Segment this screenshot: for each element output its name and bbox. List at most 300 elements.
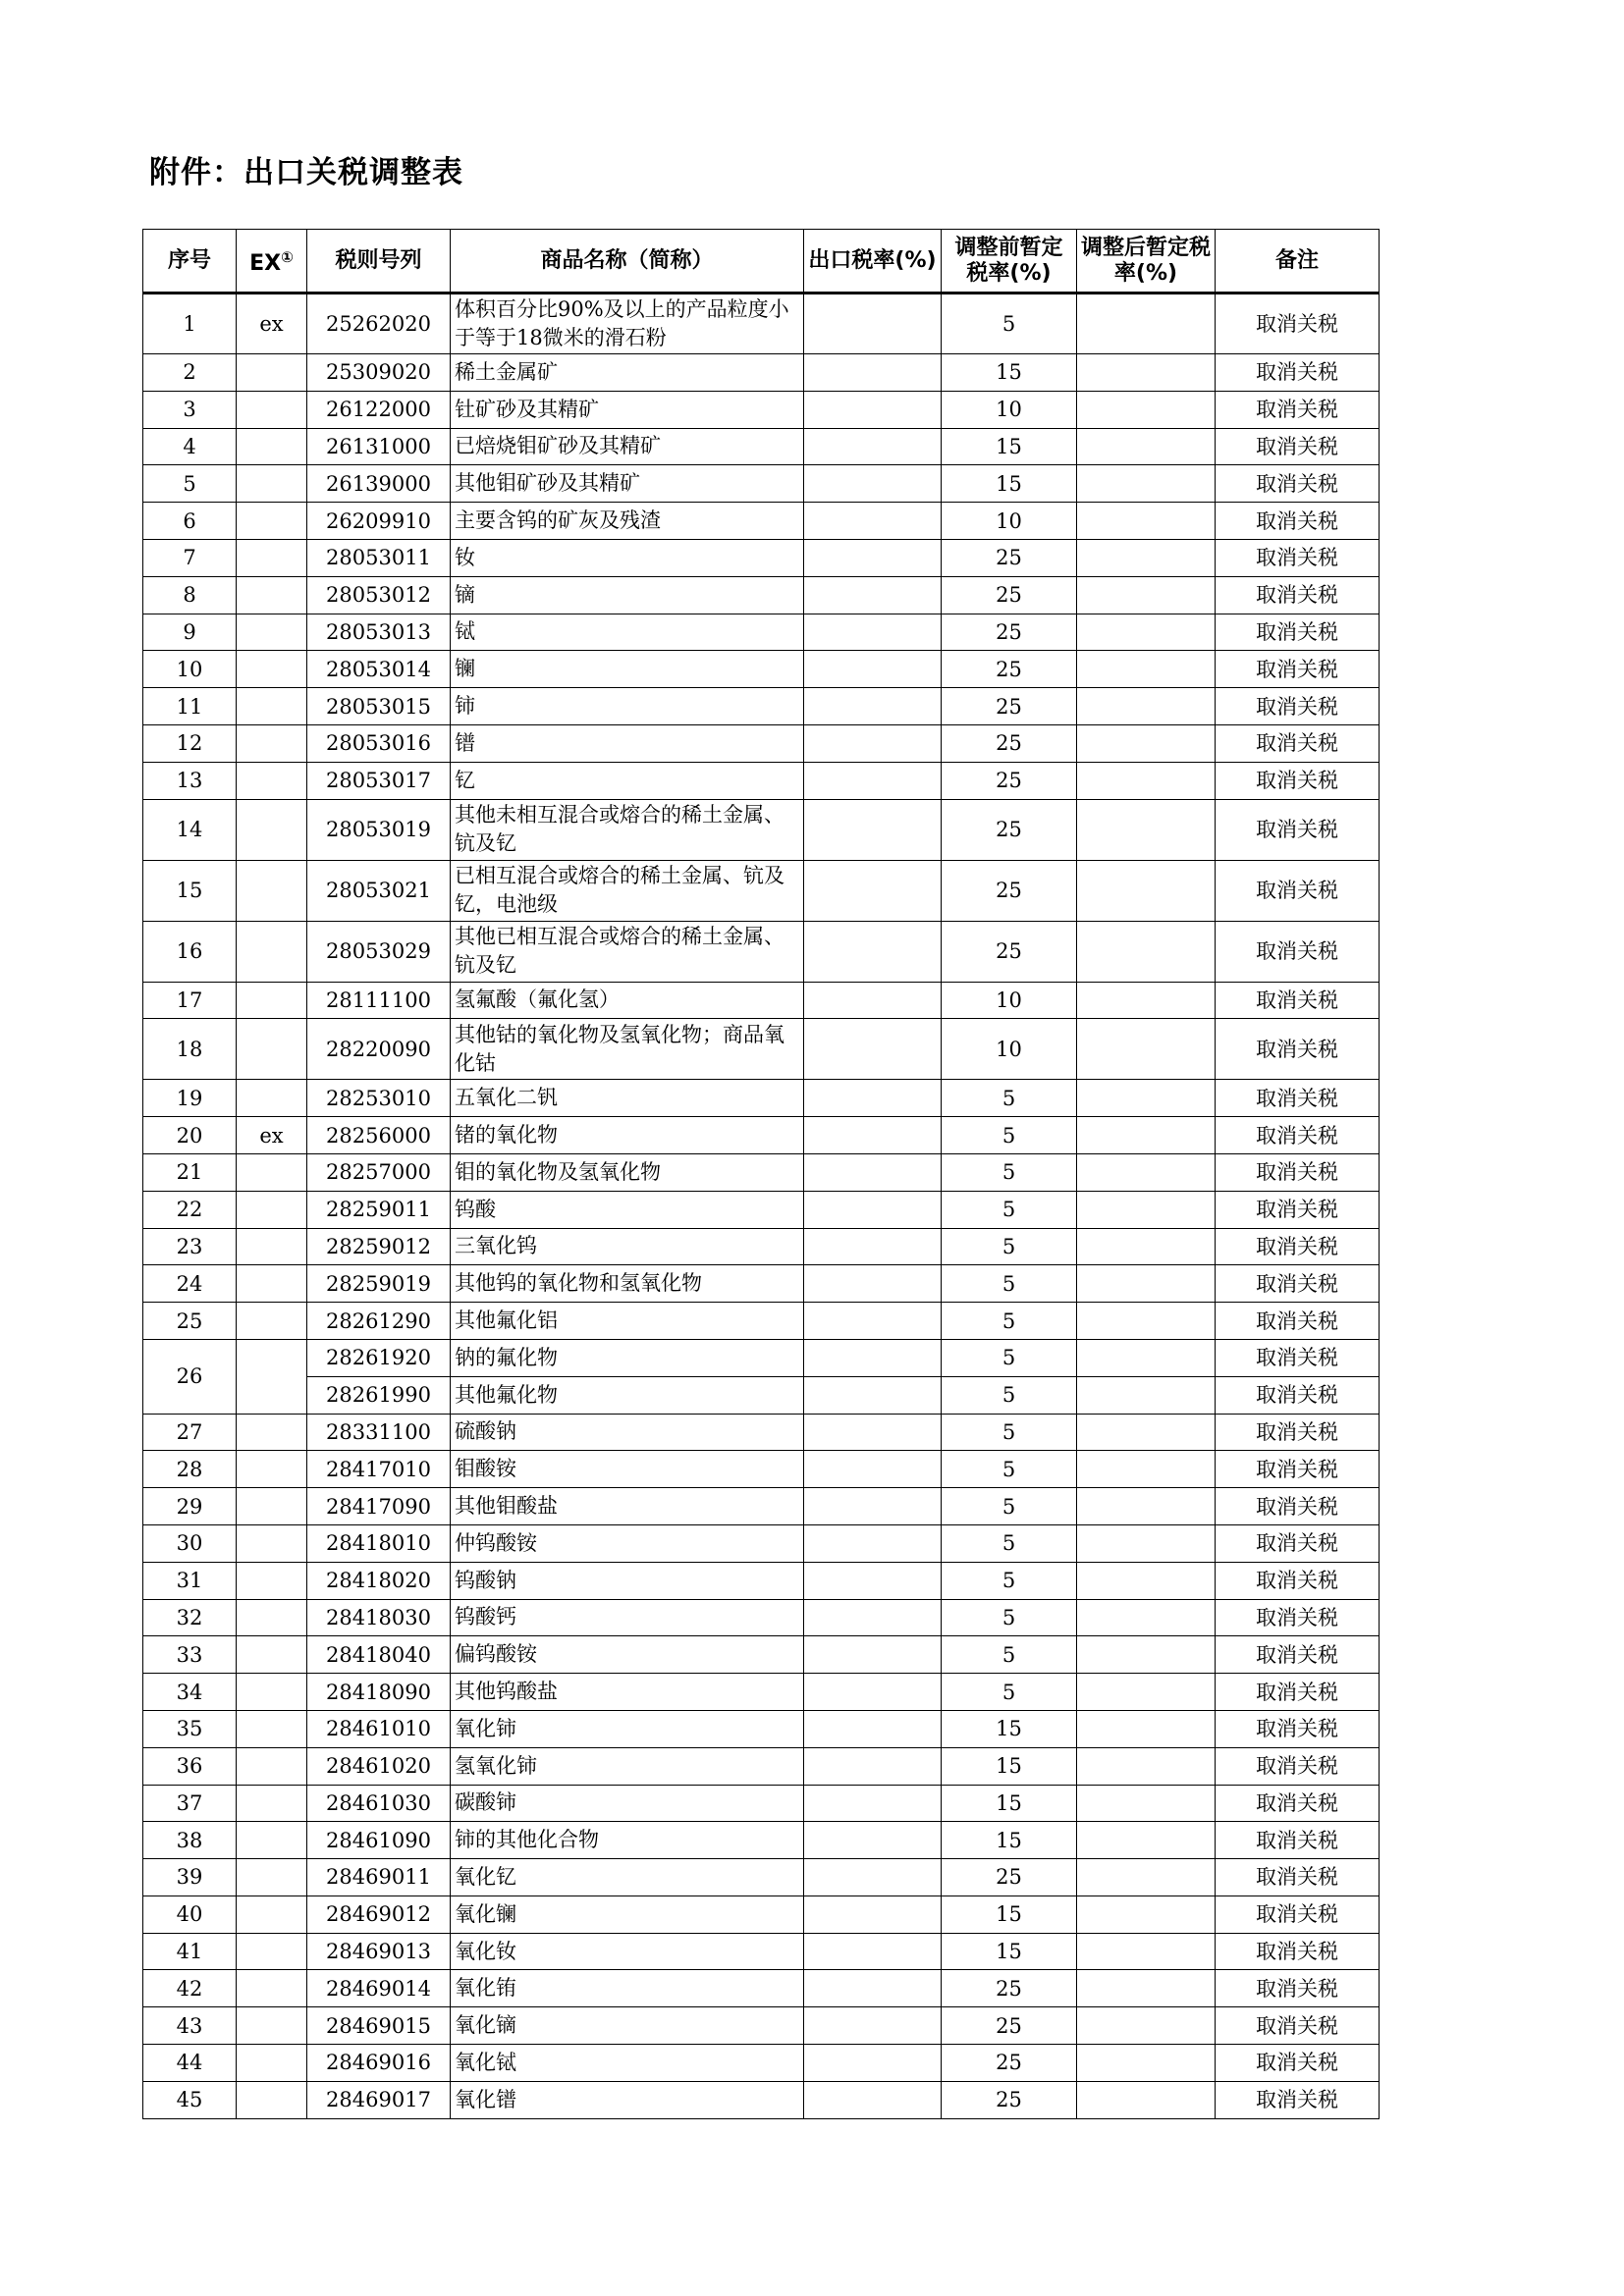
cell-after-rate xyxy=(1077,2081,1216,2118)
table-row xyxy=(143,860,1380,921)
cell-seq: 11 xyxy=(143,688,237,725)
cell-seq: 17 xyxy=(143,982,237,1019)
cell-ex xyxy=(237,539,307,576)
cell-name: 其他未相互混合或熔合的稀土金属、钪及钇 xyxy=(451,799,804,860)
cell-before-rate: 5 xyxy=(942,1451,1077,1488)
cell-code: 28053013 xyxy=(307,614,451,651)
table-row xyxy=(143,1080,1380,1117)
cell-seq: 29 xyxy=(143,1488,237,1525)
table-row xyxy=(143,1524,1380,1562)
cell-seq: 39 xyxy=(143,1859,237,1896)
cell-ex xyxy=(237,2081,307,2118)
header-row xyxy=(143,230,1380,294)
cell-export-rate xyxy=(804,1859,942,1896)
cell-before-rate: 5 xyxy=(942,1636,1077,1674)
cell-ex xyxy=(237,1636,307,1674)
cell-after-rate xyxy=(1077,651,1216,688)
cell-export-rate xyxy=(804,921,942,982)
cell-code: 28259019 xyxy=(307,1265,451,1303)
cell-ex xyxy=(237,2007,307,2045)
cell-ex xyxy=(237,1153,307,1191)
cell-after-rate xyxy=(1077,1303,1216,1340)
cell-export-rate xyxy=(804,503,942,540)
cell-before-rate: 25 xyxy=(942,724,1077,762)
cell-code: 28053016 xyxy=(307,724,451,762)
cell-name: 镨 xyxy=(451,724,804,762)
table-row xyxy=(143,503,1380,540)
table-row xyxy=(143,982,1380,1019)
cell-ex: ex xyxy=(237,294,307,354)
cell-ex xyxy=(237,503,307,540)
cell-name: 钨酸钠 xyxy=(451,1562,804,1599)
cell-after-rate xyxy=(1077,354,1216,392)
cell-remark: 取消关税 xyxy=(1216,1710,1380,1747)
cell-ex xyxy=(237,1674,307,1711)
cell-name: 已相互混合或熔合的稀土金属、钪及钇，电池级 xyxy=(451,860,804,921)
cell-seq: 4 xyxy=(143,428,237,465)
header-ex-footnote: ① xyxy=(281,248,294,266)
cell-before-rate: 5 xyxy=(942,1153,1077,1191)
cell-after-rate xyxy=(1077,1785,1216,1822)
cell-code: 28261920 xyxy=(307,1339,451,1376)
cell-seq: 42 xyxy=(143,1970,237,2007)
cell-export-rate xyxy=(804,1562,942,1599)
cell-seq: 40 xyxy=(143,1896,237,1933)
cell-after-rate xyxy=(1077,294,1216,354)
cell-code: 28418010 xyxy=(307,1524,451,1562)
cell-before-rate: 25 xyxy=(942,1859,1077,1896)
cell-code: 28418090 xyxy=(307,1674,451,1711)
cell-after-rate xyxy=(1077,614,1216,651)
cell-seq: 24 xyxy=(143,1265,237,1303)
cell-ex xyxy=(237,1339,307,1414)
cell-code: 28469014 xyxy=(307,1970,451,2007)
cell-after-rate xyxy=(1077,428,1216,465)
cell-code: 28418020 xyxy=(307,1562,451,1599)
cell-after-rate xyxy=(1077,1859,1216,1896)
cell-name: 碳酸铈 xyxy=(451,1785,804,1822)
cell-code: 28053012 xyxy=(307,576,451,614)
table-row xyxy=(143,1747,1380,1785)
table-row xyxy=(143,1019,1380,1080)
table-row xyxy=(143,1153,1380,1191)
cell-remark: 取消关税 xyxy=(1216,1303,1380,1340)
cell-remark: 取消关税 xyxy=(1216,1265,1380,1303)
cell-before-rate: 5 xyxy=(942,1228,1077,1265)
cell-ex xyxy=(237,1524,307,1562)
cell-seq: 44 xyxy=(143,2045,237,2082)
cell-seq: 33 xyxy=(143,1636,237,1674)
cell-name: 钇 xyxy=(451,762,804,799)
cell-ex xyxy=(237,1859,307,1896)
cell-ex xyxy=(237,1970,307,2007)
cell-after-rate xyxy=(1077,1636,1216,1674)
cell-ex xyxy=(237,860,307,921)
cell-export-rate xyxy=(804,1488,942,1525)
cell-name: 稀土金属矿 xyxy=(451,354,804,392)
cell-remark: 取消关税 xyxy=(1216,1153,1380,1191)
cell-code: 26131000 xyxy=(307,428,451,465)
cell-ex xyxy=(237,1080,307,1117)
cell-remark: 取消关税 xyxy=(1216,1822,1380,1859)
cell-before-rate: 15 xyxy=(942,1896,1077,1933)
cell-seq: 19 xyxy=(143,1080,237,1117)
cell-ex xyxy=(237,1933,307,1970)
cell-ex xyxy=(237,1488,307,1525)
cell-code: 28461090 xyxy=(307,1822,451,1859)
cell-seq: 27 xyxy=(143,1414,237,1451)
cell-ex xyxy=(237,1822,307,1859)
cell-after-rate xyxy=(1077,1747,1216,1785)
cell-name: 体积百分比90%及以上的产品粒度小于等于18微米的滑石粉 xyxy=(451,294,804,354)
header-before-rate: 调整前暂定税率(%) xyxy=(942,230,1077,294)
table-row xyxy=(143,1785,1380,1822)
cell-seq: 20 xyxy=(143,1117,237,1154)
cell-before-rate: 25 xyxy=(942,539,1077,576)
table-body xyxy=(143,294,1380,2119)
cell-after-rate xyxy=(1077,1228,1216,1265)
cell-export-rate xyxy=(804,1747,942,1785)
cell-remark: 取消关税 xyxy=(1216,1117,1380,1154)
cell-name: 钼的氧化物及氢氧化物 xyxy=(451,1153,804,1191)
header-code: 税则号列 xyxy=(307,230,451,294)
cell-code: 28053021 xyxy=(307,860,451,921)
cell-name: 铽 xyxy=(451,614,804,651)
cell-before-rate: 5 xyxy=(942,1303,1077,1340)
cell-export-rate xyxy=(804,1153,942,1191)
cell-after-rate xyxy=(1077,2007,1216,2045)
cell-name: 三氧化钨 xyxy=(451,1228,804,1265)
table-row xyxy=(143,2081,1380,2118)
cell-before-rate: 5 xyxy=(942,1524,1077,1562)
cell-code: 28469013 xyxy=(307,1933,451,1970)
cell-remark: 取消关税 xyxy=(1216,1414,1380,1451)
cell-code: 28053029 xyxy=(307,921,451,982)
cell-ex xyxy=(237,1265,307,1303)
cell-after-rate xyxy=(1077,1822,1216,1859)
cell-before-rate: 15 xyxy=(942,428,1077,465)
header-name: 商品名称（简称） xyxy=(451,230,804,294)
cell-seq: 15 xyxy=(143,860,237,921)
cell-remark: 取消关税 xyxy=(1216,1785,1380,1822)
cell-ex xyxy=(237,1785,307,1822)
cell-remark: 取消关税 xyxy=(1216,465,1380,503)
cell-ex xyxy=(237,1710,307,1747)
cell-after-rate xyxy=(1077,1488,1216,1525)
cell-before-rate: 25 xyxy=(942,762,1077,799)
cell-export-rate xyxy=(804,294,942,354)
cell-seq: 1 xyxy=(143,294,237,354)
cell-remark: 取消关税 xyxy=(1216,724,1380,762)
cell-export-rate xyxy=(804,1376,942,1414)
cell-before-rate: 15 xyxy=(942,465,1077,503)
cell-export-rate xyxy=(804,1414,942,1451)
cell-name: 氧化铕 xyxy=(451,1970,804,2007)
cell-export-rate xyxy=(804,1080,942,1117)
cell-name: 镝 xyxy=(451,576,804,614)
cell-ex xyxy=(237,354,307,392)
cell-after-rate xyxy=(1077,1153,1216,1191)
cell-code: 28418040 xyxy=(307,1636,451,1674)
table-row xyxy=(143,1228,1380,1265)
cell-code: 28417090 xyxy=(307,1488,451,1525)
cell-code: 28469016 xyxy=(307,2045,451,2082)
cell-name: 氧化钕 xyxy=(451,1933,804,1970)
table-row xyxy=(143,1674,1380,1711)
cell-seq: 25 xyxy=(143,1303,237,1340)
table-row xyxy=(143,576,1380,614)
cell-seq: 12 xyxy=(143,724,237,762)
cell-seq: 34 xyxy=(143,1674,237,1711)
cell-export-rate xyxy=(804,2045,942,2082)
cell-seq: 43 xyxy=(143,2007,237,2045)
cell-after-rate xyxy=(1077,1599,1216,1636)
cell-code: 28461030 xyxy=(307,1785,451,1822)
cell-seq: 21 xyxy=(143,1153,237,1191)
cell-export-rate xyxy=(804,651,942,688)
cell-code: 28259011 xyxy=(307,1191,451,1228)
cell-before-rate: 15 xyxy=(942,354,1077,392)
cell-seq: 14 xyxy=(143,799,237,860)
cell-ex xyxy=(237,1451,307,1488)
cell-export-rate xyxy=(804,576,942,614)
cell-export-rate xyxy=(804,1896,942,1933)
table-row xyxy=(143,1859,1380,1896)
cell-after-rate xyxy=(1077,1710,1216,1747)
cell-export-rate xyxy=(804,1933,942,1970)
cell-after-rate xyxy=(1077,921,1216,982)
cell-remark: 取消关税 xyxy=(1216,428,1380,465)
cell-export-rate xyxy=(804,1822,942,1859)
table-row xyxy=(143,1599,1380,1636)
cell-seq: 13 xyxy=(143,762,237,799)
cell-after-rate xyxy=(1077,1451,1216,1488)
cell-name: 氢氧化铈 xyxy=(451,1747,804,1785)
cell-code: 26209910 xyxy=(307,503,451,540)
cell-after-rate xyxy=(1077,1970,1216,2007)
header-ex xyxy=(237,230,307,294)
cell-seq: 37 xyxy=(143,1785,237,1822)
cell-before-rate: 5 xyxy=(942,1414,1077,1451)
cell-name: 氧化钇 xyxy=(451,1859,804,1896)
cell-ex xyxy=(237,799,307,860)
cell-before-rate: 10 xyxy=(942,1019,1077,1080)
cell-seq: 35 xyxy=(143,1710,237,1747)
cell-code: 28331100 xyxy=(307,1414,451,1451)
cell-before-rate: 25 xyxy=(942,1970,1077,2007)
cell-export-rate xyxy=(804,1524,942,1562)
table-row xyxy=(143,1562,1380,1599)
cell-remark: 取消关税 xyxy=(1216,1228,1380,1265)
cell-before-rate: 15 xyxy=(942,1747,1077,1785)
cell-before-rate: 5 xyxy=(942,1674,1077,1711)
cell-before-rate: 25 xyxy=(942,2007,1077,2045)
cell-ex xyxy=(237,465,307,503)
table-row xyxy=(143,1636,1380,1674)
cell-after-rate xyxy=(1077,539,1216,576)
cell-ex xyxy=(237,1599,307,1636)
cell-after-rate xyxy=(1077,982,1216,1019)
cell-after-rate xyxy=(1077,799,1216,860)
cell-before-rate: 5 xyxy=(942,1117,1077,1154)
cell-seq: 38 xyxy=(143,1822,237,1859)
cell-remark: 取消关税 xyxy=(1216,2081,1380,2118)
table-row xyxy=(143,1265,1380,1303)
cell-export-rate xyxy=(804,1191,942,1228)
cell-code: 28469012 xyxy=(307,1896,451,1933)
cell-export-rate xyxy=(804,1710,942,1747)
cell-code: 28461020 xyxy=(307,1747,451,1785)
table-row xyxy=(143,1488,1380,1525)
cell-before-rate: 15 xyxy=(942,1710,1077,1747)
table-row xyxy=(143,1822,1380,1859)
cell-name: 其他钴的氧化物及氢氧化物；商品氧化钴 xyxy=(451,1019,804,1080)
cell-name: 锗的氧化物 xyxy=(451,1117,804,1154)
cell-export-rate xyxy=(804,2081,942,2118)
cell-code: 28417010 xyxy=(307,1451,451,1488)
cell-seq: 23 xyxy=(143,1228,237,1265)
cell-before-rate: 10 xyxy=(942,391,1077,428)
cell-seq: 31 xyxy=(143,1562,237,1599)
cell-before-rate: 25 xyxy=(942,860,1077,921)
cell-code: 28469015 xyxy=(307,2007,451,2045)
cell-before-rate: 5 xyxy=(942,1080,1077,1117)
cell-remark: 取消关税 xyxy=(1216,921,1380,982)
cell-before-rate: 5 xyxy=(942,1265,1077,1303)
header-export-rate: 出口税率(%) xyxy=(804,230,942,294)
cell-ex xyxy=(237,2045,307,2082)
cell-name: 其他钼矿砂及其精矿 xyxy=(451,465,804,503)
cell-code: 28053019 xyxy=(307,799,451,860)
cell-name: 铈的其他化合物 xyxy=(451,1822,804,1859)
cell-before-rate: 5 xyxy=(942,1599,1077,1636)
cell-after-rate xyxy=(1077,1080,1216,1117)
cell-code: 26139000 xyxy=(307,465,451,503)
cell-export-rate xyxy=(804,1970,942,2007)
cell-name: 铈 xyxy=(451,688,804,725)
cell-after-rate xyxy=(1077,724,1216,762)
cell-name: 氧化镧 xyxy=(451,1896,804,1933)
cell-before-rate: 5 xyxy=(942,1376,1077,1414)
cell-ex xyxy=(237,391,307,428)
cell-name: 其他钼酸盐 xyxy=(451,1488,804,1525)
table-row xyxy=(143,1303,1380,1340)
cell-name: 钼酸铵 xyxy=(451,1451,804,1488)
cell-export-rate xyxy=(804,614,942,651)
tariff-table xyxy=(142,229,1380,2119)
cell-code: 25309020 xyxy=(307,354,451,392)
cell-code: 28418030 xyxy=(307,1599,451,1636)
cell-ex xyxy=(237,576,307,614)
cell-before-rate: 5 xyxy=(942,294,1077,354)
cell-before-rate: 25 xyxy=(942,614,1077,651)
cell-ex xyxy=(237,1414,307,1451)
cell-remark: 取消关税 xyxy=(1216,860,1380,921)
cell-seq: 28 xyxy=(143,1451,237,1488)
table-row xyxy=(143,2007,1380,2045)
cell-name: 其他氟化物 xyxy=(451,1376,804,1414)
cell-seq: 6 xyxy=(143,503,237,540)
table-row xyxy=(143,428,1380,465)
cell-export-rate xyxy=(804,1451,942,1488)
cell-remark: 取消关税 xyxy=(1216,1896,1380,1933)
header-after-rate: 调整后暂定税率(%) xyxy=(1077,230,1216,294)
cell-remark: 取消关税 xyxy=(1216,651,1380,688)
table-row xyxy=(143,762,1380,799)
cell-code: 28259012 xyxy=(307,1228,451,1265)
cell-seq: 32 xyxy=(143,1599,237,1636)
cell-remark: 取消关税 xyxy=(1216,1019,1380,1080)
cell-before-rate: 25 xyxy=(942,799,1077,860)
table-row xyxy=(143,688,1380,725)
cell-after-rate xyxy=(1077,688,1216,725)
cell-code: 28257000 xyxy=(307,1153,451,1191)
cell-code: 28220090 xyxy=(307,1019,451,1080)
cell-code: 28461010 xyxy=(307,1710,451,1747)
cell-before-rate: 5 xyxy=(942,1191,1077,1228)
table-row xyxy=(143,799,1380,860)
cell-ex xyxy=(237,1019,307,1080)
cell-before-rate: 25 xyxy=(942,688,1077,725)
table-row xyxy=(143,1376,1380,1414)
cell-name: 已焙烧钼矿砂及其精矿 xyxy=(451,428,804,465)
cell-seq: 30 xyxy=(143,1524,237,1562)
cell-export-rate xyxy=(804,762,942,799)
table-row xyxy=(143,651,1380,688)
cell-ex xyxy=(237,982,307,1019)
cell-export-rate xyxy=(804,539,942,576)
cell-ex xyxy=(237,428,307,465)
cell-code: 28261990 xyxy=(307,1376,451,1414)
cell-remark: 取消关税 xyxy=(1216,614,1380,651)
cell-name: 其他钨酸盐 xyxy=(451,1674,804,1711)
table-row xyxy=(143,1191,1380,1228)
cell-export-rate xyxy=(804,1599,942,1636)
cell-ex xyxy=(237,688,307,725)
cell-ex xyxy=(237,762,307,799)
cell-after-rate xyxy=(1077,860,1216,921)
cell-remark: 取消关税 xyxy=(1216,294,1380,354)
cell-ex xyxy=(237,651,307,688)
cell-remark: 取消关税 xyxy=(1216,1191,1380,1228)
cell-name: 氧化镝 xyxy=(451,2007,804,2045)
cell-ex xyxy=(237,614,307,651)
cell-name: 钨酸 xyxy=(451,1191,804,1228)
cell-name: 氧化镨 xyxy=(451,2081,804,2118)
cell-remark: 取消关税 xyxy=(1216,982,1380,1019)
cell-ex xyxy=(237,1896,307,1933)
cell-export-rate xyxy=(804,799,942,860)
cell-seq: 18 xyxy=(143,1019,237,1080)
cell-before-rate: 25 xyxy=(942,921,1077,982)
cell-export-rate xyxy=(804,688,942,725)
cell-after-rate xyxy=(1077,1933,1216,1970)
cell-seq: 26 xyxy=(143,1339,237,1414)
cell-after-rate xyxy=(1077,762,1216,799)
cell-before-rate: 25 xyxy=(942,651,1077,688)
cell-code: 28053015 xyxy=(307,688,451,725)
cell-after-rate xyxy=(1077,1896,1216,1933)
cell-before-rate: 25 xyxy=(942,2081,1077,2118)
table-row xyxy=(143,614,1380,651)
table-row xyxy=(143,1710,1380,1747)
cell-code: 28469017 xyxy=(307,2081,451,2118)
cell-seq: 41 xyxy=(143,1933,237,1970)
cell-before-rate: 15 xyxy=(942,1933,1077,1970)
cell-name: 氢氟酸（氟化氢） xyxy=(451,982,804,1019)
table-row xyxy=(143,1414,1380,1451)
cell-remark: 取消关税 xyxy=(1216,1451,1380,1488)
